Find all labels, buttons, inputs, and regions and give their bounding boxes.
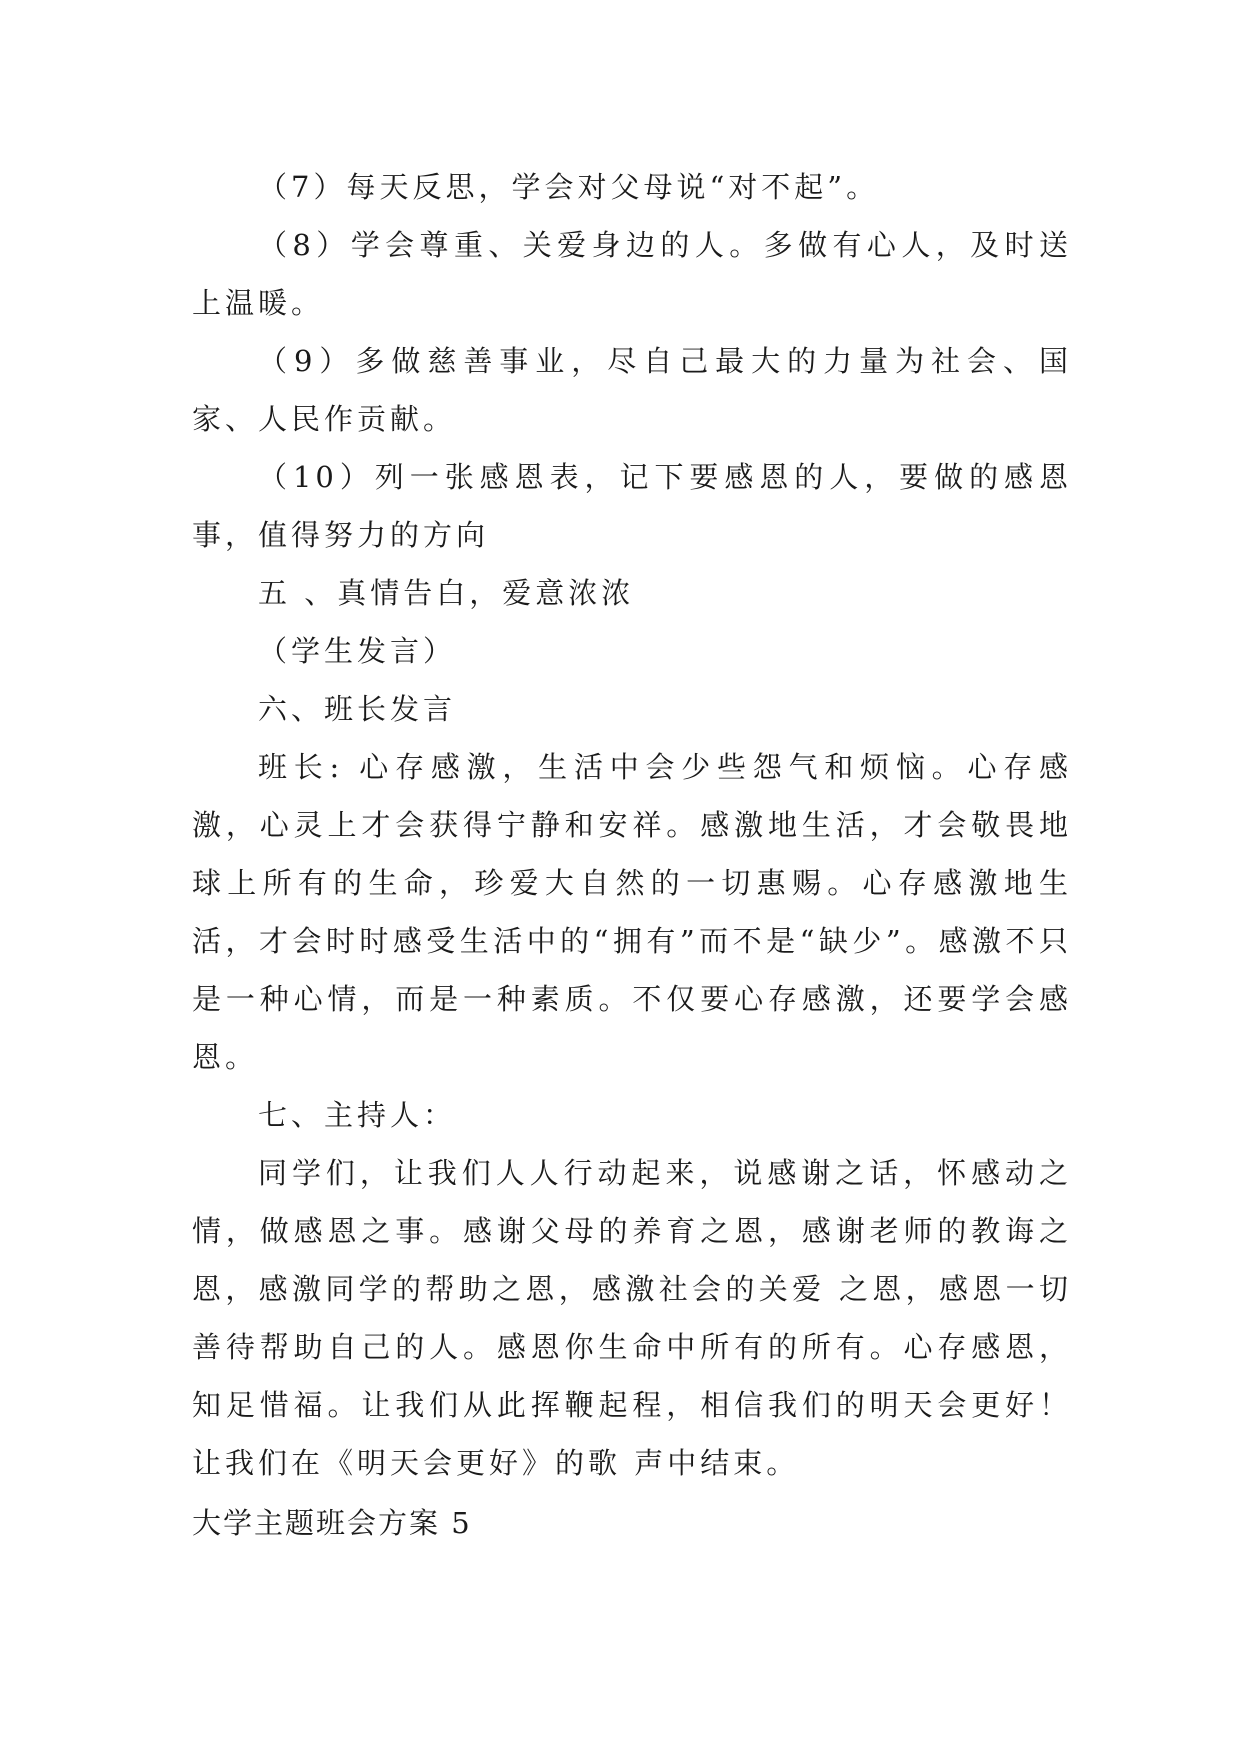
paragraph-item-9: （9）多做慈善事业，尽自己最大的力量为社会、国家、人民作贡献。 [192,344,1072,436]
heading-section-6: 六、班长发言 [258,692,457,726]
paragraph-item-10: （10）列一张感恩表，记下要感恩的人，要做的感恩事，值得努力的方向 [192,460,1072,552]
heading-section-7: 七、主持人： [258,1098,457,1132]
paragraph-host-closing: 同学们，让我们人人行动起来，说感谢之话，怀感动之情，做感恩之事。感谢父母的养育之恩，感谢老师的教诲之恩，感激同学的帮助之恩，感激社会的关爱 之恩，感恩一切善待帮助自己的人。感恩你生命中所有的所有。心存感恩，知足惜福。让我们从此挥鞭起程，相信我们的明天会更好！让我们在《明天会更好》的歌 声中结束。 [192,1156,1072,1480]
heading-section-5: 五 、真情告白，爱意浓浓 [258,576,635,610]
document-body [192,158,1072,1492]
paragraph-student-speech: （学生发言） [258,634,457,668]
paragraph-item-8: （8）学会尊重、关爱身边的人。多做有心人，及时送上温暖。 [192,228,1072,320]
paragraph-monitor-speech: 班长: 心存感激，生活中会少些怨气和烦恼。心存感激，心灵上才会获得宁静和安祥。感激地生活，才会敬畏地球上所有的生命，珍爱大自然的一切惠赐。心存感激地生活，才会时时感受生活中的“拥有”而不是“缺少”。感激不只是一种心情，而是一种素质。不仅要心存感激，还要学会感恩。 [192,750,1072,1074]
section-title: 大学主题班会方案 5 [192,1506,472,1540]
paragraph-item-7: （7）每天反思，学会对父母说“对不起”。 [258,170,880,204]
